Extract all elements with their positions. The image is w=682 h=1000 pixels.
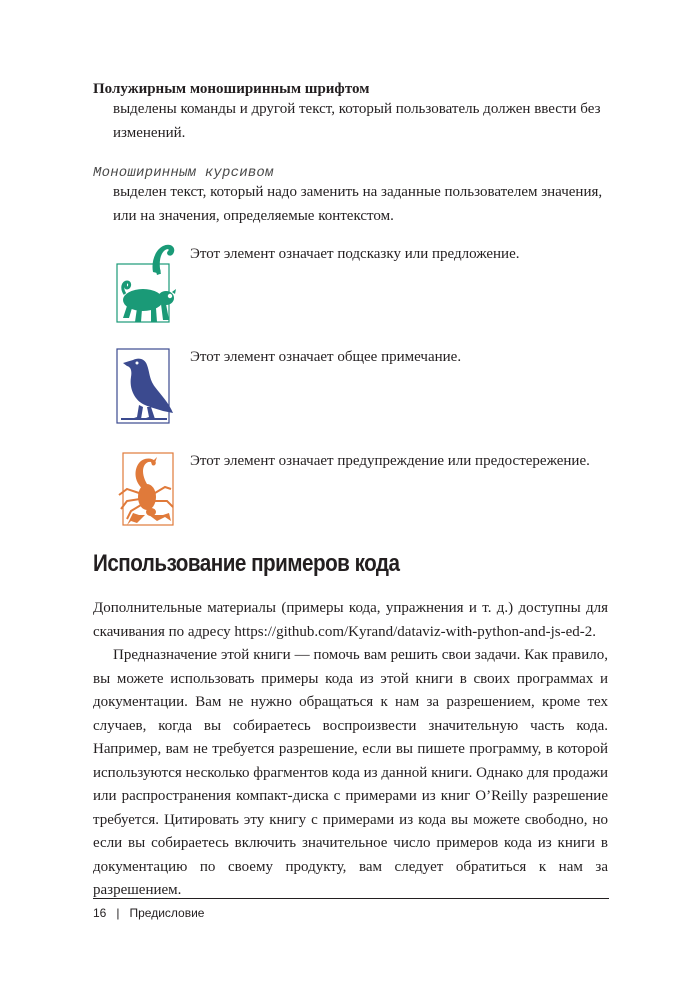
lemur-icon <box>113 242 179 326</box>
section-body <box>93 597 608 903</box>
tip-note <box>113 242 633 332</box>
scorpion-icon <box>113 449 179 533</box>
italic-mono-term: Моноширинным курсивом <box>93 165 274 181</box>
section-heading: Использование примеров кода <box>93 550 400 577</box>
footer-separator: | <box>116 906 120 920</box>
footer-divider <box>93 898 609 899</box>
crow-icon <box>113 345 179 429</box>
page-footer <box>93 904 204 922</box>
bold-mono-term: Полужирным моноширинным шрифтом <box>93 81 370 97</box>
page-number: 16 <box>93 906 107 920</box>
general-note <box>113 345 633 435</box>
bold-mono-description: выделены команды и другой текст, который пользователь должен ввести без изменений. <box>113 101 601 141</box>
italic-mono-description: выделен текст, который надо заменить на заданные пользователем значения, или на значения, определяемые контекстом. <box>113 184 603 224</box>
paragraph-downloads: Дополнительные материалы (примеры кода, упражнения и т. д.) доступны для скачивания по адресу https://github.com/Kyrand/dataviz-with-python-and-js-ed-2. <box>93 600 608 640</box>
warning-note <box>113 449 633 539</box>
general-note-text: Этот элемент означает общее примечание. <box>190 349 462 365</box>
chapter-title: Предисловие <box>129 906 205 920</box>
paragraph-permissions: Предназначение этой книги — помочь вам решить свои задачи. Как правило, вы можете использовать примеры кода из этой книги в своих программах и документации. Вам не нужно обращаться к нам за разрешением, кроме тех случаев, когда вы собираетесь воспроизвести значительную часть кода. Например, вам не требуется разрешение, если вы пишете программу, в которой используются несколько фрагментов кода из данной книги. Однако для продажи или распространения компакт-диска с примерами из книг O’Reilly разрешение требуется. Цитировать эту книгу с примерами из кода вы можете свободно, но если вы собираетесь включить значительное число примеров кода из книги в документацию по своему продукту, вам следует обратиться к нам за разрешением. <box>93 647 608 898</box>
tip-note-text: Этот элемент означает подсказку или предложение. <box>190 246 520 262</box>
warning-note-text: Этот элемент означает предупреждение или предостережение. <box>190 453 590 469</box>
